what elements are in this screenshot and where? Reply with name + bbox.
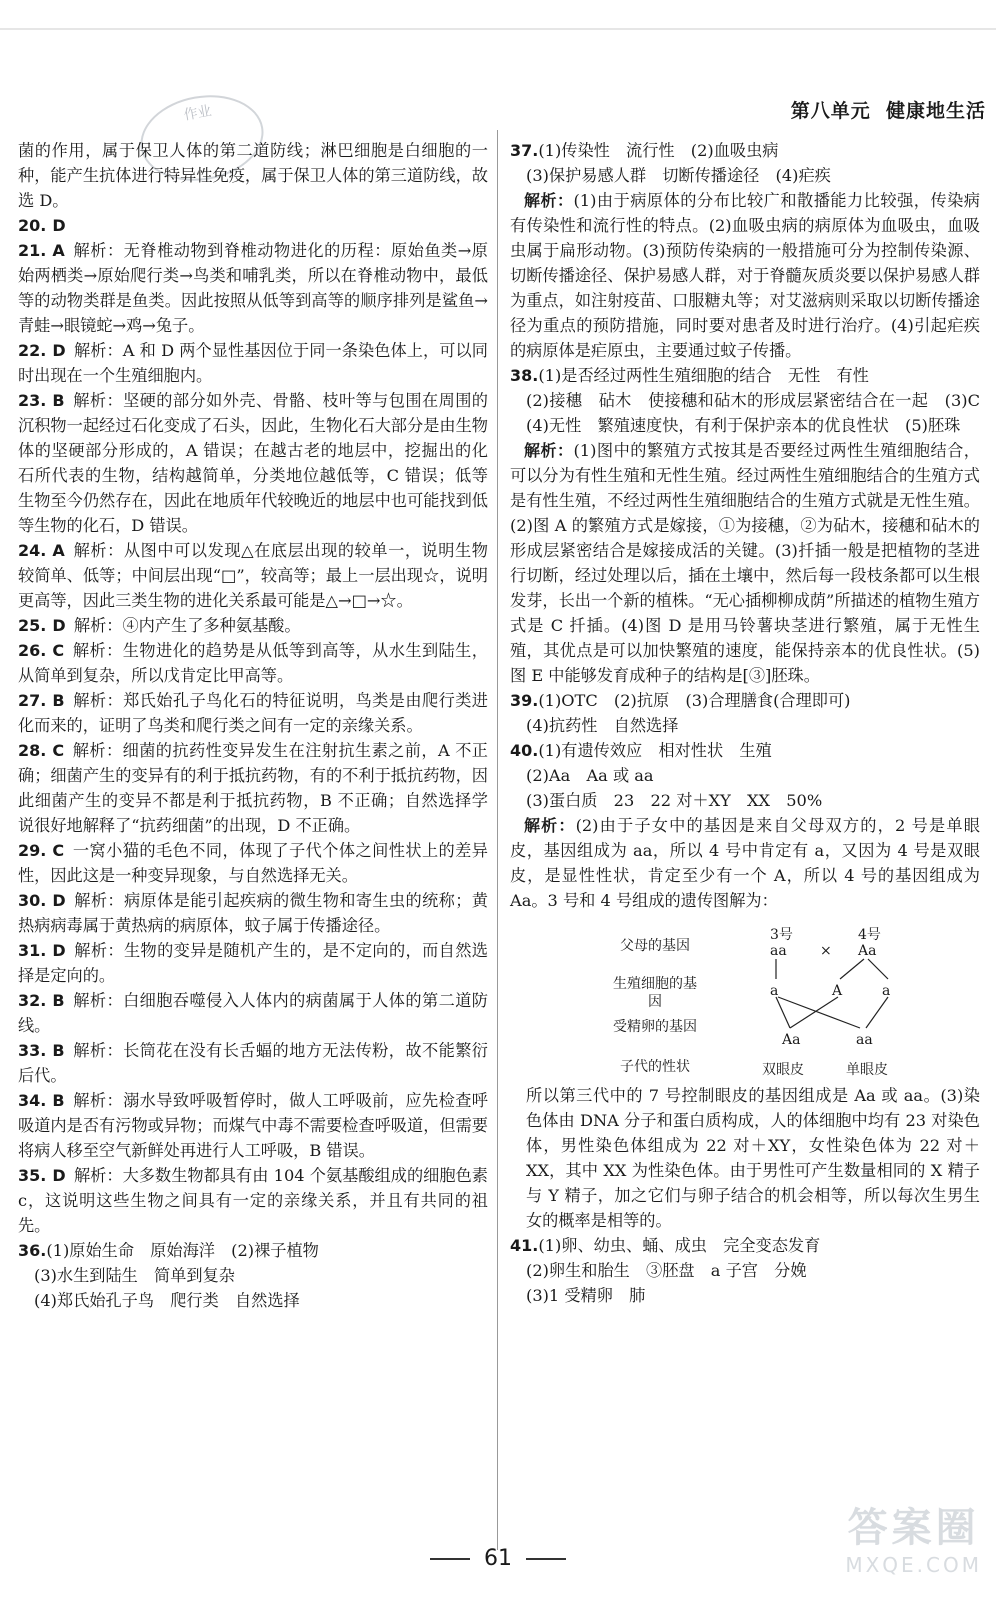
analysis-label: 解析： bbox=[524, 816, 576, 835]
left-column bbox=[18, 138, 488, 1313]
answer-line bbox=[18, 688, 488, 738]
answer-text: (3)保护易感人群 切断传播途径 (4)疟疾 bbox=[526, 166, 831, 185]
question-number: 33. bbox=[18, 1041, 47, 1060]
diagram-g2: A bbox=[832, 983, 843, 999]
answer-choice: C bbox=[52, 741, 65, 760]
answer-line bbox=[18, 1238, 488, 1263]
question-number: 38. bbox=[510, 366, 539, 385]
answer-text: 解析：细菌的抗药性变异发生在注射抗生素之前，A 不正确；细菌产生的变异有的利于抵抗药物，有的不利于抵抗药物，因此细菌产生的变异不都是利于抵抗药物，B 不正确；自然选择学说很好地解释了“抗药细菌”的出现，D 不正确。 bbox=[18, 741, 488, 835]
question-number: 20. bbox=[18, 216, 47, 235]
answer-line bbox=[510, 763, 980, 788]
answer-text: 解析：长筒花在没有长舌蝠的地方无法传粉，故不能繁衍后代。 bbox=[18, 1041, 488, 1085]
diagram-p4-label: 4号 bbox=[858, 927, 881, 943]
genetic-cross-diagram bbox=[610, 923, 970, 1078]
answer-text: (4)郑氏始孔子鸟 爬行类 自然选择 bbox=[34, 1291, 300, 1310]
answer-line bbox=[510, 438, 980, 688]
answer-text: 解析：大多数生物都具有由 104 个氨基酸组成的细胞色素 c，这说明这些生物之间具有一定的亲缘关系，并且有共同的祖先。 bbox=[18, 1166, 488, 1235]
answer-line bbox=[18, 838, 488, 888]
answer-choice: B bbox=[52, 991, 65, 1010]
question-number: 41. bbox=[510, 1236, 539, 1255]
answer-line bbox=[18, 1288, 488, 1313]
answer-text: (1)原始生命 原始海洋 (2)裸子植物 bbox=[46, 1241, 319, 1260]
question-number: 36. bbox=[18, 1241, 47, 1260]
diagram-z1: Aa bbox=[782, 1032, 801, 1048]
answer-text: (2)由于子女中的基因是来自父母双方的，2 号是单眼皮，基因组成为 aa，所以 4 号中肯定有 a，又因为 4 号是双眼皮，是显性性状，肯定至少有一个 A，所以 4 号的基因组成为 Aa。3 号和 4 号组成的遗传图解为： bbox=[510, 816, 980, 910]
answer-line bbox=[18, 938, 488, 988]
analysis-label: 解析： bbox=[524, 191, 574, 210]
answer-line bbox=[510, 688, 980, 713]
diagram-t2: 单眼皮 bbox=[846, 1062, 888, 1078]
unit-label: 第八单元 bbox=[790, 100, 871, 122]
answer-line bbox=[510, 1258, 980, 1283]
answer-text: (3)1 受精卵 肺 bbox=[526, 1286, 646, 1305]
answer-text: (3)水生到陆生 简单到复杂 bbox=[34, 1266, 235, 1285]
answer-text: (2)卵生和胎生 ③胚盘 a 子宫 分娩 bbox=[526, 1261, 807, 1280]
answer-choice: D bbox=[52, 941, 66, 960]
answer-line bbox=[18, 138, 488, 213]
watermark: 答案圈 MXQE.COM bbox=[845, 1505, 982, 1577]
answer-text: 菌的作用，属于保卫人体的第二道防线；淋巴细胞是白细胞的一种，能产生抗体进行特异性免疫，属于保卫人体的第三道防线，故选 D。 bbox=[18, 141, 488, 210]
answer-text: 解析：白细胞吞噬侵入人体内的病菌属于人体的第二道防线。 bbox=[18, 991, 488, 1035]
homework-stamp: 作业 bbox=[134, 86, 271, 190]
answer-text: (1)由于病原体的分布比较广和散播能力比较强，传染病有传染性和流行性的特点。(2)血吸虫病的病原体为血吸虫，血吸虫属于扁形动物。(3)预防传染病的一般措施可分为控制传染源、切断传播途径、保护易感人群，对于脊髓灰质炎要以保护易感人群为重点，如注射疫苗、口服糖丸等；对艾滋病则采取以切断传播途径为重点的预防措施，同时要对患者及时进行治疗。(4)引起疟疾的病原体是疟原虫，主要通过蚊子传播。 bbox=[510, 191, 980, 360]
question-number: 26. bbox=[18, 641, 47, 660]
answer-text: (3)蛋白质 23 22 对＋XY XX 50% bbox=[526, 791, 823, 810]
column-divider bbox=[497, 130, 498, 1550]
answer-text: (2)接穗 砧木 使接穗和砧木的形成层紧密结合在一起 (3)C (4)无性 繁殖速度快，有利于保护亲本的优良性状 (5)胚珠 bbox=[526, 391, 996, 435]
answer-choice: A bbox=[52, 541, 65, 560]
question-number: 25. bbox=[18, 616, 47, 635]
diagram-p4-gene: Aa bbox=[858, 943, 877, 959]
diagram-row-gametes: 生殖细胞的基因 bbox=[613, 976, 697, 1010]
top-rule bbox=[0, 28, 996, 30]
diagram-g3: a bbox=[882, 983, 891, 999]
answer-text: 解析：郑氏始孔子鸟化石的特征说明，鸟类是由爬行类进化而来的，证明了鸟类和爬行类之间有一定的亲缘关系。 bbox=[18, 691, 488, 735]
answer-line bbox=[18, 213, 488, 238]
page-number: 61 bbox=[0, 1546, 996, 1571]
question-number: 24. bbox=[18, 541, 47, 560]
answer-text: (2)Aa Aa 或 aa bbox=[526, 766, 654, 785]
answer-text: 所以第三代中的 7 号控制眼皮的基因组成是 Aa 或 aa。(3)染色体由 DNA 分子和蛋白质构成，人的体细胞中均有 23 对染色体，男性染色体组成为 22 对＋XY，女性染色体为 22 对＋XX，其中 XX 为性染色体。由于男性可产生数量相同的 X 精子与 Y 精子，加之它们与卵子结合的机会相等，所以每次生男生女的概率是相等的。 bbox=[526, 1086, 980, 1230]
answer-choice: B bbox=[52, 1041, 65, 1060]
question-number: 22. bbox=[18, 341, 47, 360]
question-number: 23. bbox=[18, 391, 47, 410]
answer-text: 解析：生物进化的趋势是从低等到高等，从水生到陆生，从简单到复杂，所以戊肯定比甲高等。 bbox=[18, 641, 488, 685]
answer-choice: A bbox=[52, 241, 65, 260]
analysis-label: 解析： bbox=[524, 441, 574, 460]
answer-line bbox=[18, 338, 488, 388]
answer-text: 解析：坚硬的部分如外壳、骨骼、枝叶等与包围在周围的沉积物一起经过石化变成了石头，因此，生物化石大部分是由生物体的坚硬部分形成的，A 错误；在越古老的地层中，挖掘出的化石所代表的生物，结构越简单，分类地位越低等，C 错误；低等生物至今仍然存在，因此在地质年代较晚近的地层中也可能找到低等生物的化石，D 错误。 bbox=[18, 391, 488, 535]
diagram-t1: 双眼皮 bbox=[762, 1062, 804, 1078]
diagram-row-zygote: 受精卵的基因 bbox=[613, 1019, 697, 1035]
diagram-z2: aa bbox=[856, 1032, 873, 1048]
answer-text: 解析：A 和 D 两个显性基因位于同一条染色体上，可以同时出现在一个生殖细胞内。 bbox=[18, 341, 488, 385]
answer-choice: B bbox=[52, 391, 65, 410]
answer-line bbox=[510, 1233, 980, 1258]
question-number: 31. bbox=[18, 941, 47, 960]
question-number: 37. bbox=[510, 141, 539, 160]
answer-line bbox=[18, 1263, 488, 1288]
diagram-p3-label: 3号 bbox=[770, 927, 793, 943]
answer-line bbox=[18, 888, 488, 938]
answer-choice: D bbox=[52, 341, 66, 360]
cross-arrow-5 bbox=[778, 997, 860, 1028]
answer-text: (1)图中的繁殖方式按其是否要经过两性生殖细胞结合，可以分为有性生殖和无性生殖。经过两性生殖细胞结合的生殖方式是有性生殖，不经过两性生殖细胞结合的生殖方式就是无性生殖。(2)图 A 的繁殖方式是嫁接，①为接穗，②为砧木，接穗和砧木的形成层紧密结合是嫁接成活的关键。(3)扦插一般是把植物的茎进行切断，经过处理以后，插在土壤中，然后每一段枝条都可以生根发芽，长出一个新的植株。“无心插柳柳成荫”所描述的植物生殖方式是 C 扦插。(4)图 D 是用马铃薯块茎进行繁殖，属于无性生殖，其优点是可以加快繁殖的速度，能保持亲本的优良性状。(5)图 E 中能够发育成种子的结构是[③]胚珠。 bbox=[510, 441, 980, 685]
question-number: 32. bbox=[18, 991, 47, 1010]
diagram-row-parents: 父母的基因 bbox=[620, 938, 690, 954]
answer-line bbox=[18, 1038, 488, 1088]
answer-text: 解析：病原体是能引起疾病的微生物和寄生虫的统称；黄热病病毒属于黄热病的病原体，蚊子属于传播途径。 bbox=[18, 891, 488, 935]
answer-line bbox=[510, 388, 996, 438]
answer-line bbox=[18, 1163, 488, 1238]
answer-line bbox=[510, 1083, 980, 1233]
answer-text: (1)传染性 流行性 (2)血吸虫病 bbox=[538, 141, 779, 160]
question-number: 34. bbox=[18, 1091, 47, 1110]
answer-line bbox=[18, 388, 488, 538]
right-column bbox=[510, 138, 996, 1308]
answer-line bbox=[510, 713, 980, 738]
question-number: 40. bbox=[510, 741, 539, 760]
answer-choice: D bbox=[52, 891, 66, 910]
diagram-g1: a bbox=[770, 983, 779, 999]
answer-text: 解析：溺水导致呼吸暂停时，做人工呼吸前，应先检查呼吸道内是否有污物或异物；而煤气中毒不需要检查呼吸道，但需要将病人移至空气新鲜处再进行人工呼吸，B 错误。 bbox=[18, 1091, 488, 1160]
answer-text: 解析：无脊椎动物到脊椎动物进化的历程：原始鱼类→原始两栖类→原始爬行类→鸟类和哺乳类，所以在脊椎动物中，最低等的动物类群是鱼类。因此按照从低等到高等的顺序排列是鲨鱼→青蛙→眼镜蛇→鸡→兔子。 bbox=[18, 241, 488, 335]
answer-line bbox=[18, 238, 488, 338]
answer-line bbox=[510, 138, 980, 163]
answer-choice: B bbox=[52, 691, 65, 710]
answer-line bbox=[510, 738, 980, 763]
answer-line bbox=[18, 538, 488, 613]
answer-text: 解析：从图中可以发现△在底层出现的较单一，说明生物较简单、低等；中间层出现“□”，较高等；最上一层出现☆，说明更高等，因此三类生物的进化关系最可能是△→□→☆。 bbox=[18, 541, 488, 610]
cross-arrow-4 bbox=[790, 997, 838, 1028]
answer-line bbox=[510, 163, 980, 188]
question-number: 35. bbox=[18, 1166, 47, 1185]
answer-line bbox=[18, 613, 488, 638]
answer-line bbox=[510, 788, 980, 813]
answer-line bbox=[18, 738, 488, 838]
question-number: 28. bbox=[18, 741, 47, 760]
answer-text: (1)OTC (2)抗原 (3)合理膳食(合理即可) bbox=[538, 691, 851, 710]
answer-line bbox=[18, 638, 488, 688]
question-number: 21. bbox=[18, 241, 47, 260]
answer-choice: C bbox=[52, 841, 65, 860]
answer-choice: D bbox=[52, 1166, 66, 1185]
answer-choice: D bbox=[52, 216, 66, 235]
question-number: 29. bbox=[18, 841, 47, 860]
answer-line bbox=[510, 1283, 980, 1308]
answer-text: (1)是否经过两性生殖细胞的结合 无性 有性 bbox=[538, 366, 869, 385]
question-number: 39. bbox=[510, 691, 539, 710]
answer-text: (1)有遗传效应 相对性状 生殖 bbox=[538, 741, 772, 760]
answer-line bbox=[510, 188, 980, 363]
answer-text: (1)卵、幼虫、蛹、成虫 完全变态发育 bbox=[538, 1236, 821, 1255]
answer-choice: B bbox=[52, 1091, 65, 1110]
answer-line bbox=[510, 363, 980, 388]
answer-line bbox=[510, 813, 980, 913]
diagram-row-traits: 子代的性状 bbox=[620, 1059, 690, 1075]
unit-title: 健康地生活 bbox=[885, 100, 986, 122]
answer-text: 一窝小猫的毛色不同，体现了子代个体之间性状上的差异性，因此这是一种变异现象，与自然选择无关。 bbox=[18, 841, 488, 885]
answer-choice: C bbox=[52, 641, 65, 660]
answer-text: 解析：生物的变异是随机产生的，是不定向的，而自然选择是定向的。 bbox=[18, 941, 488, 985]
answer-choice: D bbox=[52, 616, 66, 635]
answer-text: 解析：④内产生了多种氨基酸。 bbox=[73, 616, 301, 635]
answer-line bbox=[18, 988, 488, 1038]
answer-text: (4)抗药性 自然选择 bbox=[526, 716, 679, 735]
question-number: 27. bbox=[18, 691, 47, 710]
page-header bbox=[791, 96, 986, 123]
diagram-cross: × bbox=[820, 943, 832, 959]
question-number: 30. bbox=[18, 891, 47, 910]
answer-line bbox=[18, 1088, 488, 1163]
diagram-p3-gene: aa bbox=[770, 943, 787, 959]
